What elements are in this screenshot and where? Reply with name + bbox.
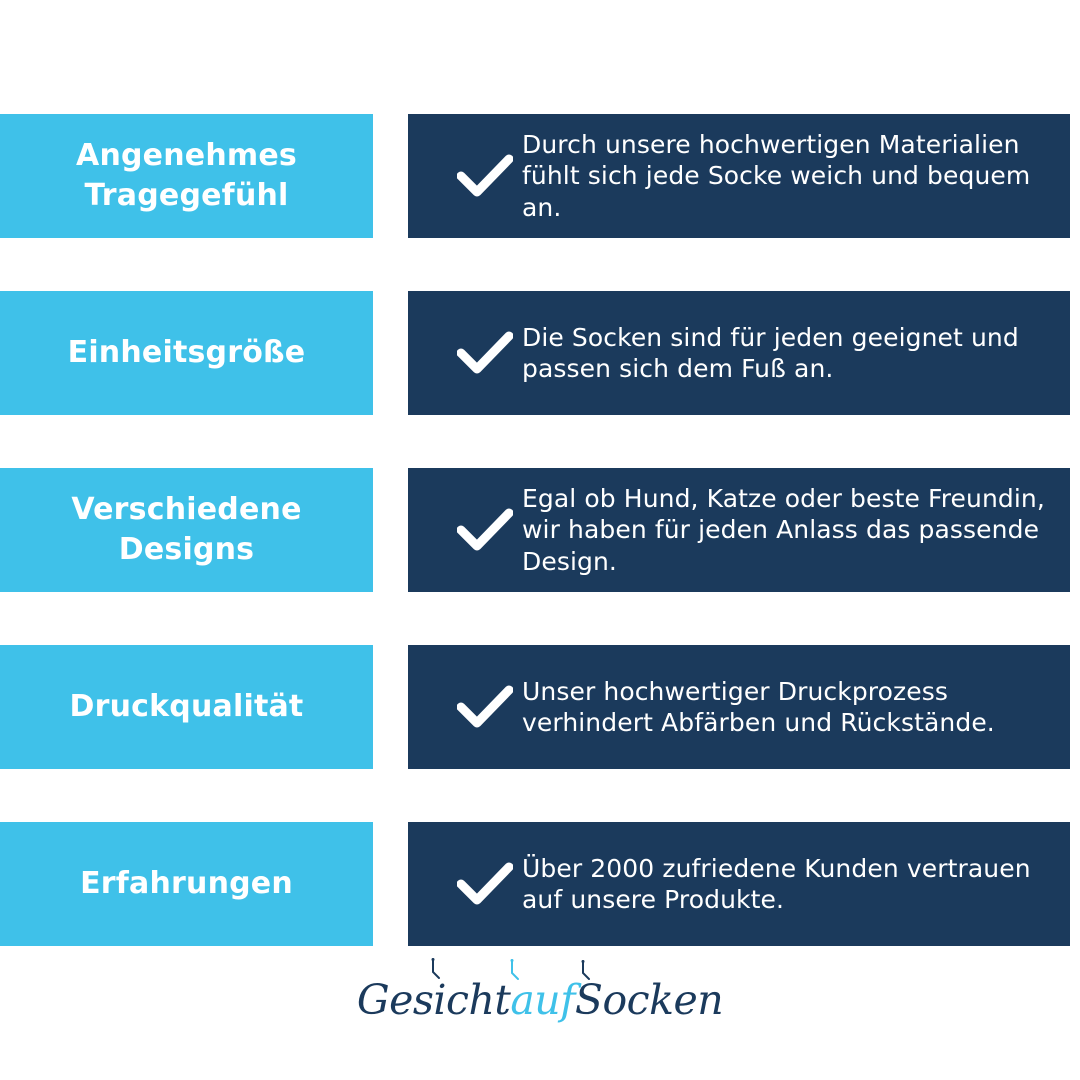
feature-label-box — [0, 114, 373, 238]
feature-row — [0, 291, 1080, 415]
feature-label-box — [0, 645, 373, 769]
feature-rows — [0, 114, 1080, 999]
feature-label: Druckqualität — [69, 689, 304, 725]
check-icon — [448, 685, 522, 729]
row-gap — [373, 114, 408, 238]
feature-description-box — [408, 468, 1070, 592]
check-icon — [448, 331, 522, 375]
feature-description: Die Socken sind für jeden geeignet und passen sich dem Fuß an. — [522, 322, 1019, 383]
row-gap — [373, 291, 408, 415]
brand-logo-part1: Gesicht — [356, 975, 511, 1024]
feature-label-box — [0, 291, 373, 415]
feature-row — [0, 645, 1080, 769]
feature-description: Egal ob Hund, Katze oder beste Freundin, wir haben für jeden Anlass das passende Design. — [522, 483, 1045, 576]
feature-description-box — [408, 114, 1070, 238]
row-gap — [373, 645, 408, 769]
check-icon — [448, 862, 522, 906]
feature-description-box — [408, 645, 1070, 769]
feature-description: Durch unsere hochwertigen Materialien fühlt sich jede Socke weich und bequem an. — [522, 129, 1031, 222]
feature-row — [0, 822, 1080, 946]
feature-label: Erfahrungen — [80, 866, 293, 902]
brand-logo-part2: auf — [510, 975, 575, 1024]
feature-label-box — [0, 822, 373, 946]
row-gap — [373, 468, 408, 592]
feature-label: Verschiedene Designs — [71, 492, 302, 567]
feature-description-box — [408, 291, 1070, 415]
sock-doodle-icon — [429, 958, 443, 984]
sock-doodle-icon — [579, 958, 593, 984]
sock-doodle-icon — [507, 958, 521, 984]
brand-logo-wordmark — [356, 975, 724, 1024]
feature-label: Einheitsgröße — [67, 335, 306, 371]
feature-row — [0, 114, 1080, 238]
feature-description-box — [408, 822, 1070, 946]
check-icon — [448, 508, 522, 552]
brand-logo-part3: Socken — [574, 975, 724, 1024]
feature-row — [0, 468, 1080, 592]
feature-label: Angenehmes Tragegefühl — [76, 138, 297, 213]
feature-description: Über 2000 zufriedene Kunden vertrauen auf unsere Produkte. — [522, 853, 1031, 914]
feature-label-box — [0, 468, 373, 592]
check-icon — [448, 154, 522, 198]
brand-logo — [0, 955, 1080, 1045]
feature-description: Unser hochwertiger Druckprozess verhindert Abfärben und Rückstände. — [522, 676, 995, 737]
row-gap — [373, 822, 408, 946]
